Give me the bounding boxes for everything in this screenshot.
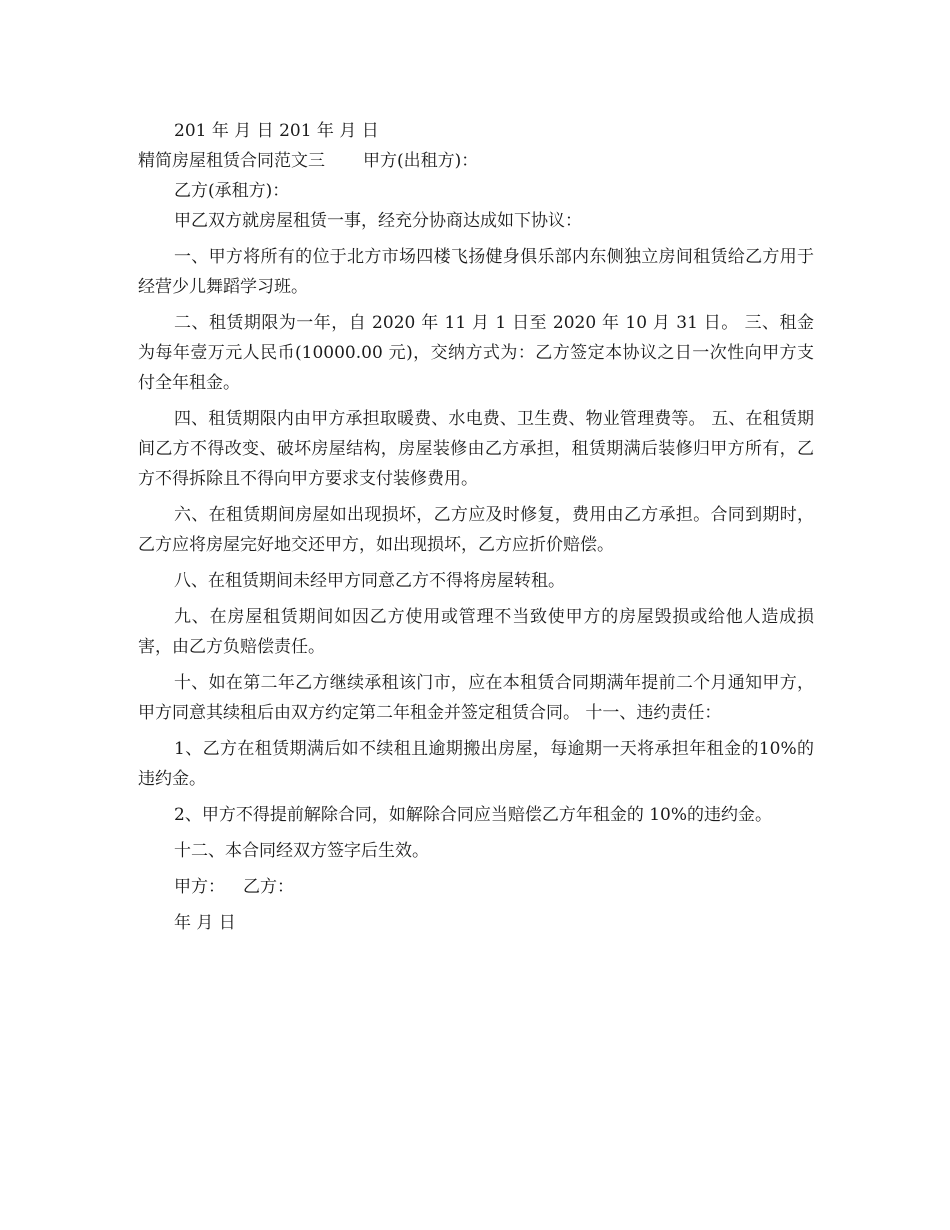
signature-party-a: 甲方： [174, 877, 225, 897]
breach-item-2: 2、甲方不得提前解除合同，如解除合同应当赔偿乙方年租金的 10%的违约金。 [174, 805, 773, 825]
clause-9: 九、在房屋租赁期间如因乙方使用或管理不当致使甲方的房屋毁损或给他人造成损害，由乙方负赔偿责任。 [138, 607, 814, 657]
party-a-label: 甲方(出租方)： [363, 151, 479, 171]
clause-8: 八、在租赁期间未经甲方同意乙方不得将房屋转租。 [174, 571, 565, 591]
breach-item-1: 1、乙方在租赁期满后如不续租且逾期搬出房屋，每逾期一天将承担年租金的10%的违约金。 [138, 739, 814, 789]
clause-4-5: 四、租赁期限内由甲方承担取暖费、水电费、卫生费、物业管理费等。 五、在租赁期间乙方不得改变、破坏房屋结构，房屋装修由乙方承担，租赁期满后装修归甲方所有，乙方不得拆除且不得向甲方要求支付装修费用。 [138, 409, 814, 489]
document-title: 精简房屋租赁合同范文三 [138, 151, 325, 171]
document-body [138, 116, 814, 938]
header-date-line [138, 116, 814, 146]
party-b-label: 乙方(承租方)： [174, 181, 290, 201]
clause-12: 十二、本合同经双方签字后生效。 [174, 841, 429, 861]
clause-1: 一、甲方将所有的位于北方市场四楼飞扬健身俱乐部内东侧独立房间租赁给乙方用于经营少儿舞蹈学习班。 [138, 247, 814, 297]
signature-party-b: 乙方： [243, 877, 294, 897]
footer-date-line [138, 908, 814, 938]
party-b-line [138, 176, 814, 206]
signature-line [138, 872, 814, 902]
clause-6: 六、在租赁期间房屋如出现损坏，乙方应及时修复，费用由乙方承担。合同到期时，乙方应将房屋完好地交还甲方，如出现损坏，乙方应折价赔偿。 [138, 505, 814, 555]
footer-date-text: 年 月 日 [174, 913, 236, 933]
header-date-text: 201 年 月 日 201 年 月 日 [174, 121, 379, 141]
title-line [138, 146, 814, 176]
clause-10-11: 十、如在第二年乙方继续承租该门市，应在本租赁合同期满年提前二个月通知甲方，甲方同意其续租后由双方约定第二年租金并签定租赁合同。 十一、违约责任： [138, 673, 814, 723]
clause-2-3: 二、租赁期限为一年，自 2020 年 11 月 1 日至 2020 年 10 月 31 日。 三、租金为每年壹万元人民币(10000.00 元)，交纳方式为：乙方签定本协议之日一次性向甲方支付全年租金。 [138, 313, 814, 393]
intro-paragraph: 甲乙双方就房屋租赁一事，经充分协商达成如下协议： [174, 211, 582, 231]
